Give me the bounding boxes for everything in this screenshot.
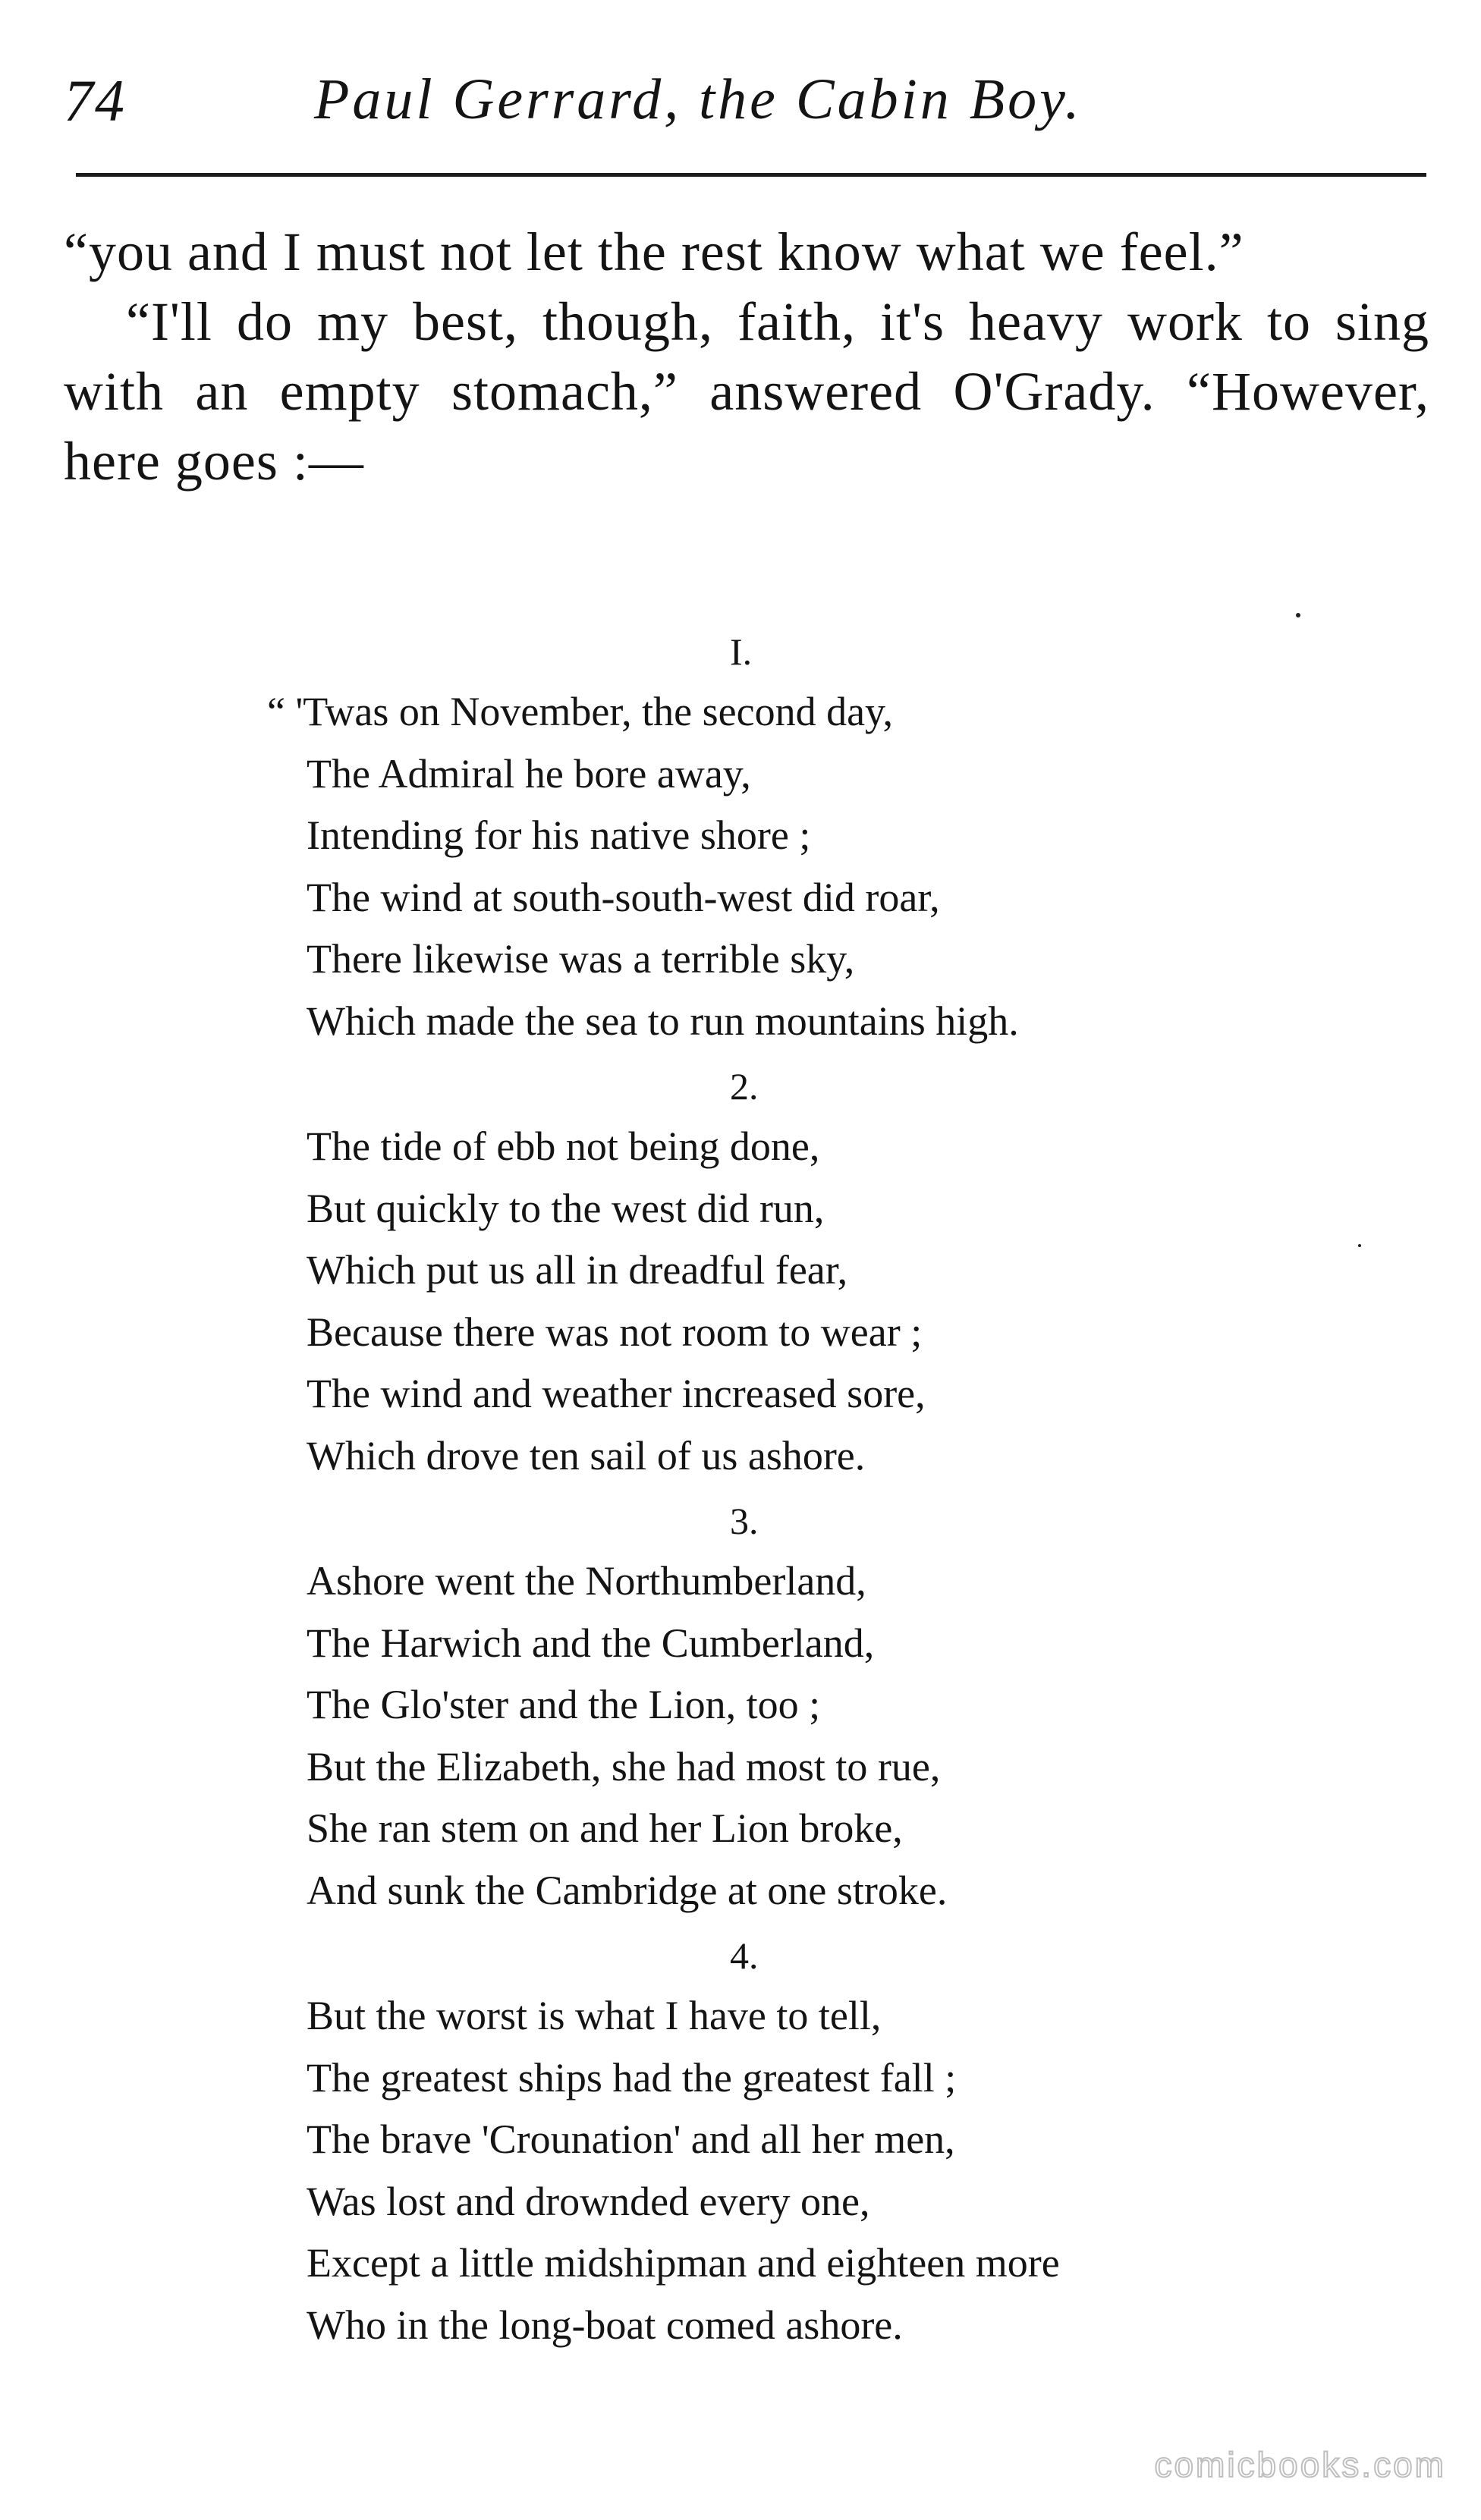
verse-line: She ran stem on and her Lion broke, <box>307 1805 903 1851</box>
verse-line: Which drove ten sail of us ashore. <box>307 1432 866 1478</box>
prose-block <box>64 217 1429 496</box>
verse-line: The wind at south-south-west did roar, <box>307 874 940 920</box>
prose-paragraph: “I'll do my best, though, faith, it's heavy work to sing with an empty stomach,” answered O'Grady. “However, here goes :— <box>64 291 1429 492</box>
stanza-number: 2. <box>730 1065 759 1108</box>
verse-line: Who in the long-boat comed ashore. <box>307 2302 903 2348</box>
verse-line: Which put us all in dreadful fear, <box>307 1247 848 1293</box>
watermark: comicbooks.com <box>1154 2445 1446 2484</box>
verse-line: The tide of ebb not being done, <box>307 1123 820 1169</box>
verse-line: Was lost and drownded every one, <box>307 2178 870 2224</box>
verse-line: “ 'Twas on November, the second day, <box>267 689 894 734</box>
ink-speck <box>1358 1244 1361 1247</box>
header-rule <box>76 173 1426 177</box>
verse-line: Which made the sea to run mountains high. <box>307 998 1019 1044</box>
page-header <box>64 67 1429 150</box>
page-number: 74 <box>64 68 126 134</box>
verse-line: The Admiral he bore away, <box>307 750 751 797</box>
stanza-number: I. <box>730 630 753 673</box>
stanza-3 <box>267 1491 1329 1921</box>
stanza-2 <box>267 1057 1329 1487</box>
verse-line: But the worst is what I have to tell, <box>307 1993 882 2038</box>
ink-speck <box>1296 613 1300 617</box>
verse-line: The brave 'Crounation' and all her men, <box>307 2116 955 2162</box>
stanza-number: 4. <box>730 1934 759 1977</box>
verse-line: Ashore went the Northumberland, <box>307 1558 866 1604</box>
verse-line: Intending for his native shore ; <box>307 812 811 858</box>
verse-line: But quickly to the west did run, <box>307 1185 825 1231</box>
stanza-1 <box>267 622 1329 1052</box>
verse-line: The wind and weather increased sore, <box>307 1371 926 1416</box>
stanza-number: 3. <box>730 1500 759 1542</box>
verse-line: The greatest ships had the greatest fall ; <box>307 2054 957 2101</box>
stanza-4 <box>267 1926 1329 2356</box>
verse-line: Because there was not room to wear ; <box>307 1309 923 1355</box>
verse-line: And sunk the Cambridge at one stroke. <box>307 1867 948 1913</box>
prose-paragraph: “you and I must not let the rest know what we feel.” <box>64 222 1244 282</box>
verse-line: But the Elizabeth, she had most to rue, <box>307 1743 941 1789</box>
verse-line: There likewise was a terrible sky, <box>307 936 855 982</box>
verse-line: The Glo'ster and the Lion, too ; <box>307 1682 821 1727</box>
poem <box>267 622 1329 2356</box>
verse-line: The Harwich and the Cumberland, <box>307 1620 875 1666</box>
verse-line: Except a little midshipman and eighteen more <box>307 2240 1060 2286</box>
running-title: Paul Gerrard, the Cabin Boy. <box>314 68 1083 131</box>
